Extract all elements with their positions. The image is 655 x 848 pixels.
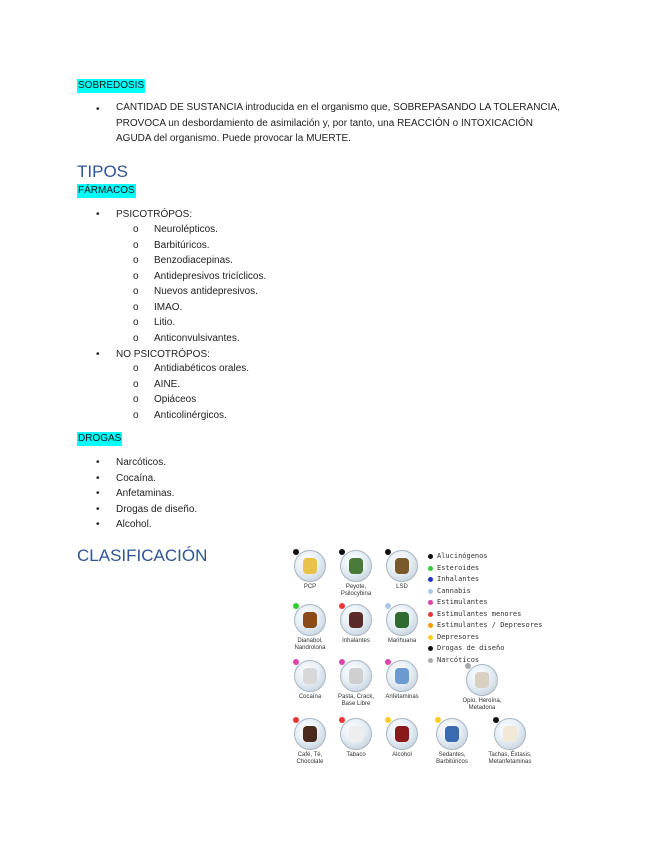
legend-entry xyxy=(428,563,542,575)
category-dot-icon xyxy=(339,717,345,723)
substance-image-icon xyxy=(395,668,409,684)
substance-item xyxy=(288,550,332,591)
substance-item xyxy=(430,718,474,766)
substance-item xyxy=(334,604,378,645)
list-item: Narcóticos. xyxy=(116,457,167,468)
substance-label: Alcohol xyxy=(392,752,412,758)
list-item: Anticonvulsivantes. xyxy=(154,332,240,344)
substance-item xyxy=(460,664,504,712)
substance-image-icon xyxy=(303,612,317,628)
substance-icon xyxy=(466,664,498,696)
circle-bullet: o xyxy=(133,224,139,235)
legend-label: Esteroides xyxy=(437,563,480,572)
farmacos-heading: FÁRMACOS xyxy=(78,185,135,196)
substance-icon xyxy=(340,604,372,636)
substance-image-icon xyxy=(303,668,317,684)
legend-dot-icon xyxy=(428,566,433,571)
category-dot-icon xyxy=(465,663,471,669)
list-item: Alcohol. xyxy=(116,519,152,530)
legend-label: Estimulantes / Depresores xyxy=(437,621,543,629)
substance-item xyxy=(488,718,532,766)
substance-icon xyxy=(340,660,372,692)
legend-entry xyxy=(428,632,542,644)
substance-image-icon xyxy=(349,612,363,628)
legend-entry xyxy=(428,609,542,621)
circle-bullet: o xyxy=(133,332,139,344)
definition-line: AGUDA del organismo. Puede provocar la MUERTE. xyxy=(116,133,351,144)
legend-dot-icon xyxy=(428,623,433,628)
definition-line: PROVOCA un desbordamiento de asimilación y, por tanto, una REACCIÓN o INTOXICACIÓN xyxy=(116,117,534,129)
list-item: Anfetaminas. xyxy=(116,488,175,499)
substance-label: Dianabol, Nandrolona xyxy=(294,638,326,651)
circle-bullet: o xyxy=(133,394,139,405)
substance-item xyxy=(288,604,332,652)
substance-image-icon xyxy=(303,726,317,742)
substance-image-icon xyxy=(475,672,489,688)
category-dot-icon xyxy=(385,549,391,555)
legend-label: Inhalantes xyxy=(437,575,480,583)
substance-item xyxy=(380,718,424,759)
substance-image-icon xyxy=(349,668,363,684)
list-item: Litio. xyxy=(154,317,176,328)
tipos-title: TIPOS xyxy=(77,162,129,181)
legend-entry xyxy=(428,551,542,563)
legend-dot-icon xyxy=(428,658,433,663)
substance-item xyxy=(334,550,378,598)
substance-item xyxy=(288,660,332,701)
substance-label: Sedantes, Barbitúricos xyxy=(436,752,468,765)
substance-label: LSD xyxy=(396,584,408,590)
list-item: Cocaína. xyxy=(116,472,157,484)
substance-image-icon xyxy=(303,558,317,574)
substance-item xyxy=(288,718,332,766)
legend-label: Alucinógenos xyxy=(437,552,488,560)
clasificacion-title: CLASIFICACIÓN xyxy=(77,546,208,565)
substance-image-icon xyxy=(503,726,517,742)
category-dot-icon xyxy=(493,717,499,723)
substance-icon xyxy=(386,718,418,750)
substance-icon xyxy=(386,604,418,636)
circle-bullet: o xyxy=(133,301,139,313)
substance-image-icon xyxy=(395,558,409,574)
list-item: Drogas de diseño. xyxy=(116,503,198,515)
list-item: Antidepresivos tricíclicos. xyxy=(154,270,267,282)
substance-image-icon xyxy=(395,612,409,628)
circle-bullet: o xyxy=(133,286,139,297)
legend-label: Estimulantes xyxy=(437,598,488,606)
category-dot-icon xyxy=(385,659,391,665)
list-item: Benzodiacepinas. xyxy=(154,255,233,266)
legend-dot-icon xyxy=(428,600,433,605)
drogas-heading: DROGAS xyxy=(78,433,122,444)
substance-image-icon xyxy=(445,726,459,742)
category-dot-icon xyxy=(339,549,345,555)
legend-entry xyxy=(428,586,542,598)
substance-item xyxy=(334,660,378,708)
category-dot-icon xyxy=(293,659,299,665)
list-item: Anticolinérgicos. xyxy=(154,409,227,421)
substance-icon xyxy=(294,718,326,750)
category-dot-icon xyxy=(293,603,299,609)
legend-dot-icon xyxy=(428,554,433,559)
legend-label: Drogas de diseño xyxy=(437,644,505,652)
substance-icon xyxy=(340,718,372,750)
legend-label: Estimulantes menores xyxy=(437,609,522,618)
circle-bullet: o xyxy=(133,363,139,374)
substance-icon xyxy=(294,660,326,692)
list-item: Nuevos antidepresivos. xyxy=(154,286,258,297)
circle-bullet: o xyxy=(133,270,139,282)
substance-label: Anfetaminas xyxy=(385,694,419,700)
legend-entry xyxy=(428,597,542,609)
substance-label: Cocaína xyxy=(298,694,322,700)
substance-label: Tabaco xyxy=(346,752,366,758)
substance-label: Café, Té, Chocolate xyxy=(296,752,324,765)
substance-icon xyxy=(494,718,526,750)
legend-label: Cannabis xyxy=(437,586,471,595)
list-item: Opiáceos xyxy=(154,394,197,405)
classification-figure xyxy=(282,546,542,778)
category-dot-icon xyxy=(339,659,345,665)
substance-icon xyxy=(340,550,372,582)
no-psicotropos-label: NO PSICOTRÓPOS: xyxy=(116,349,210,360)
substance-item xyxy=(380,550,424,591)
category-dot-icon xyxy=(293,549,299,555)
psicotropos-label: PSICOTRÓPOS: xyxy=(116,209,193,220)
substance-icon xyxy=(436,718,468,750)
substance-item xyxy=(380,604,424,645)
legend-dot-icon xyxy=(428,612,433,617)
legend-dot-icon xyxy=(428,589,433,594)
sobredosis-heading: SOBREDOSIS xyxy=(78,80,145,91)
substance-image-icon xyxy=(349,726,363,742)
substance-label: Tachas, Éxtasis, Metanfetaminas xyxy=(488,752,532,765)
category-dot-icon xyxy=(339,603,345,609)
substance-image-icon xyxy=(349,558,363,574)
legend-entry xyxy=(428,620,542,632)
definition-line: CANTIDAD DE SUSTANCIA introducida en el organismo que, SOBREPASANDO LA TOLERANCIA, xyxy=(116,102,560,113)
category-dot-icon xyxy=(385,717,391,723)
category-dot-icon xyxy=(435,717,441,723)
substance-icon xyxy=(294,550,326,582)
legend-dot-icon xyxy=(428,646,433,651)
legend xyxy=(428,551,542,666)
substance-label: Inhalantes xyxy=(342,638,370,644)
legend-label: Narcóticos xyxy=(437,655,480,664)
legend-dot-icon xyxy=(428,577,433,582)
sobredosis-definition xyxy=(116,100,586,147)
substance-icon xyxy=(386,660,418,692)
list-item: Antidiabéticos orales. xyxy=(154,363,250,374)
circle-bullet: o xyxy=(133,239,139,251)
list-item: AINE. xyxy=(154,378,181,390)
substance-label: PCP xyxy=(303,584,317,590)
substance-label: Marihuana xyxy=(387,638,417,644)
substance-label: Peyote, Psilocybina xyxy=(340,584,372,597)
circle-bullet: o xyxy=(133,409,139,421)
substance-icon xyxy=(294,604,326,636)
substance-icon xyxy=(386,550,418,582)
legend-entry xyxy=(428,574,542,586)
substance-item xyxy=(380,660,424,701)
legend-entry xyxy=(428,643,542,655)
circle-bullet: o xyxy=(133,378,139,390)
substance-image-icon xyxy=(395,726,409,742)
legend-dot-icon xyxy=(428,635,433,640)
category-dot-icon xyxy=(293,717,299,723)
category-dot-icon xyxy=(385,603,391,609)
circle-bullet: o xyxy=(133,255,139,266)
circle-bullet: o xyxy=(133,317,139,328)
substance-label: Pasta, Crack, Base Libre xyxy=(337,694,374,707)
list-item: Neurolépticos. xyxy=(154,224,218,235)
substance-label: Opio, Heroína, Metadona xyxy=(462,698,502,711)
list-item: Barbitúricos. xyxy=(154,239,210,251)
legend-label: Depresores xyxy=(437,632,480,641)
substance-item xyxy=(334,718,378,759)
list-item: IMAO. xyxy=(154,301,183,313)
